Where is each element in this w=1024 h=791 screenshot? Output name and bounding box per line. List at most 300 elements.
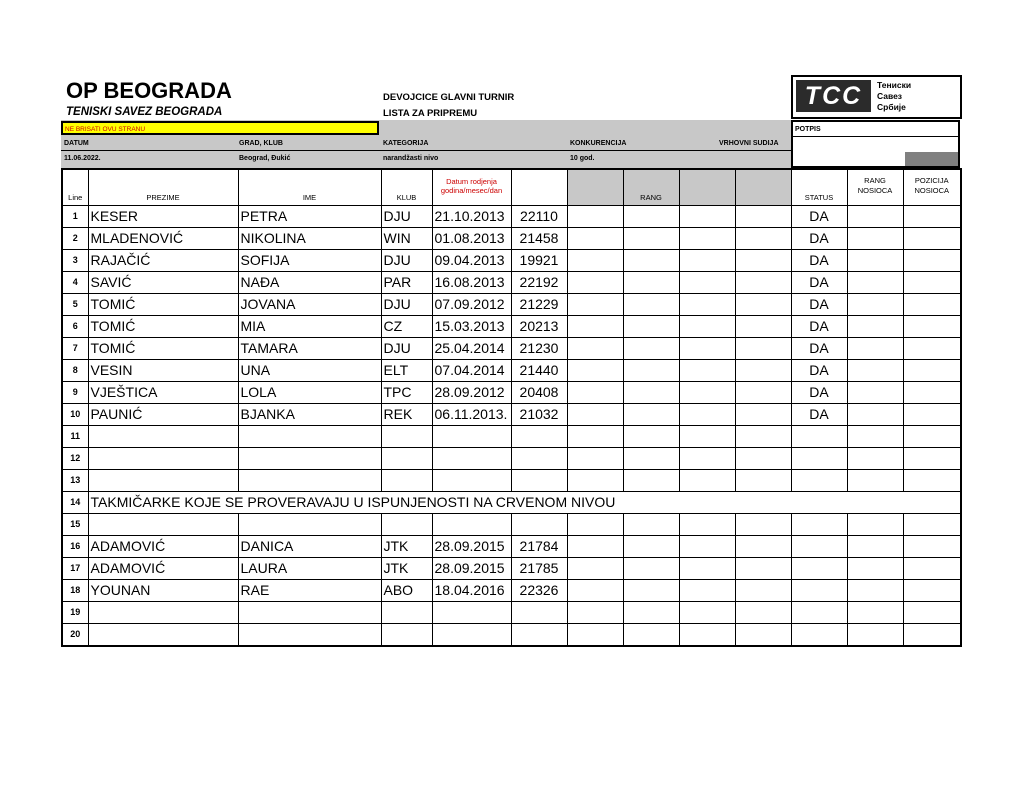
cell-empty [623,360,679,382]
cell-ime: BJANKA [238,404,381,426]
cell-ime: UNA [238,360,381,382]
cell-empty [847,602,903,624]
cell-empty [903,360,961,382]
cell-empty [735,228,791,250]
cell-empty [679,470,735,492]
cell-datum: 07.09.2012 [432,294,511,316]
cell-empty [679,228,735,250]
cell-empty [567,580,623,602]
cell-status: DA [791,382,847,404]
cell-line: 1 [62,206,88,228]
cell-ime [238,470,381,492]
cell-empty [567,602,623,624]
cell-empty [903,514,961,536]
cell-empty [567,338,623,360]
cell-ime: LOLA [238,382,381,404]
cell-broj: 21784 [511,536,567,558]
cell-broj: 20408 [511,382,567,404]
page-subtitle: TENISKI SAVEZ BEOGRADA [66,106,223,118]
cell-prezime: ADAMOVIĆ [88,536,238,558]
cell-line: 18 [62,580,88,602]
col-datum [432,169,511,206]
cell-empty [567,272,623,294]
cell-status [791,580,847,602]
cell-ime: NAĐA [238,272,381,294]
cell-empty [623,470,679,492]
cell-datum: 28.09.2015 [432,558,511,580]
cell-empty [735,536,791,558]
logo-abbr: TCC [796,80,871,112]
cell-empty [567,514,623,536]
table-row [62,382,961,404]
cell-empty [679,514,735,536]
cell-empty [735,360,791,382]
cell-empty [567,294,623,316]
cell-line: 5 [62,294,88,316]
cell-empty [903,470,961,492]
cell-status [791,448,847,470]
cell-datum: 18.04.2016 [432,580,511,602]
cell-note: TAKMIČARKE KOJE SE PROVERAVAJU U ISPUNJENOSTI NA CRVENOM NIVOU [88,492,961,514]
signature-box [791,120,960,168]
cell-status: DA [791,294,847,316]
table-row [62,624,961,647]
cell-empty [735,382,791,404]
cell-empty [847,338,903,360]
cell-empty [567,360,623,382]
cell-broj: 21458 [511,228,567,250]
cell-prezime: TOMIĆ [88,294,238,316]
cell-status: DA [791,316,847,338]
potpis-label: POTPIS [795,126,821,133]
cell-klub: JTK [381,558,432,580]
cell-status: DA [791,360,847,382]
label-datum: DATUM [64,140,89,147]
cell-broj [511,602,567,624]
warning-banner: NE BRISATI OVU STRANU [61,121,379,135]
cell-line: 3 [62,250,88,272]
cell-empty [735,514,791,536]
cell-ime: MIA [238,316,381,338]
table-row [62,470,961,492]
cell-empty [903,624,961,647]
cell-broj [511,470,567,492]
cell-ime: SOFIJA [238,250,381,272]
cell-empty [623,426,679,448]
cell-empty [735,250,791,272]
cell-prezime: VESIN [88,360,238,382]
cell-prezime: TOMIĆ [88,338,238,360]
cell-status [791,536,847,558]
cell-prezime: KESER [88,206,238,228]
cell-line: 12 [62,448,88,470]
cell-empty [679,448,735,470]
cell-empty [735,404,791,426]
label-vrhovni-sudija: VRHOVNI SUDIJA [719,140,779,147]
cell-empty [679,580,735,602]
page-title: OP BEOGRADA [66,78,232,103]
table-row [62,514,961,536]
cell-status: DA [791,228,847,250]
table-row [62,338,961,360]
col-broj [511,169,567,206]
cell-empty [623,338,679,360]
cell-empty [679,250,735,272]
cell-status [791,426,847,448]
cell-line: 14 [62,492,88,514]
cell-prezime: VJEŠTICA [88,382,238,404]
cell-broj: 22326 [511,580,567,602]
cell-status [791,558,847,580]
cell-empty [903,228,961,250]
event-name: DEVOJCICE GLAVNI TURNIR [383,92,515,103]
cell-empty [679,316,735,338]
cell-empty [735,624,791,647]
cell-empty [623,536,679,558]
cell-ime: TAMARA [238,338,381,360]
cell-empty [623,448,679,470]
col-rang-3 [679,169,735,206]
value-grad-klub: Beograd, Đukić [239,155,291,162]
cell-broj: 22192 [511,272,567,294]
cell-empty [567,558,623,580]
cell-empty [847,250,903,272]
cell-line: 11 [62,426,88,448]
list-type: LISTA ZA PRIPREMU [383,108,478,119]
cell-prezime: MLADENOVIĆ [88,228,238,250]
cell-ime: RAE [238,580,381,602]
cell-line: 13 [62,470,88,492]
cell-empty [679,558,735,580]
cell-line: 17 [62,558,88,580]
cell-status [791,514,847,536]
cell-empty [679,294,735,316]
cell-klub [381,624,432,647]
cell-empty [847,316,903,338]
cell-empty [903,250,961,272]
cell-prezime [88,624,238,647]
label-grad-klub: GRAD, KLUB [239,140,283,147]
cell-empty [679,404,735,426]
cell-empty [847,624,903,647]
cell-datum [432,426,511,448]
cell-broj: 21032 [511,404,567,426]
cell-prezime [88,602,238,624]
cell-empty [623,624,679,647]
cell-line: 19 [62,602,88,624]
cell-broj [511,448,567,470]
cell-line: 2 [62,228,88,250]
cell-status: DA [791,250,847,272]
cell-empty [847,470,903,492]
cell-ime [238,426,381,448]
cell-prezime: RAJAČIĆ [88,250,238,272]
col-rang-2: RANG [623,169,679,206]
table-row [62,404,961,426]
cell-empty [903,580,961,602]
cell-empty [735,426,791,448]
cell-empty [847,536,903,558]
cell-empty [623,294,679,316]
cell-empty [847,558,903,580]
cell-empty [623,404,679,426]
cell-empty [847,382,903,404]
table-row [62,294,961,316]
cell-empty [567,426,623,448]
cell-empty [735,448,791,470]
cell-datum [432,602,511,624]
cell-datum: 01.08.2013 [432,228,511,250]
cell-klub: DJU [381,206,432,228]
cell-klub: DJU [381,294,432,316]
cell-empty [903,558,961,580]
table-row [62,272,961,294]
cell-line: 20 [62,624,88,647]
cell-empty [735,316,791,338]
cell-klub [381,470,432,492]
table-header-row [62,169,961,206]
cell-broj [511,426,567,448]
value-konkurencija: 10 god. [570,155,595,162]
cell-line: 16 [62,536,88,558]
cell-empty [847,514,903,536]
signature-shade [905,152,958,166]
cell-empty [623,580,679,602]
cell-empty [623,228,679,250]
cell-empty [567,250,623,272]
cell-empty [735,470,791,492]
cell-ime [238,602,381,624]
cell-prezime: ADAMOVIĆ [88,558,238,580]
cell-prezime: SAVIĆ [88,272,238,294]
cell-broj: 21229 [511,294,567,316]
cell-empty [567,624,623,647]
cell-klub: ELT [381,360,432,382]
cell-datum: 09.04.2013 [432,250,511,272]
cell-empty [735,272,791,294]
cell-empty [679,382,735,404]
cell-empty [623,316,679,338]
logo-line: Тениски [877,80,912,90]
cell-empty [847,580,903,602]
cell-ime: LAURA [238,558,381,580]
cell-prezime [88,514,238,536]
cell-empty [903,426,961,448]
col-rang-nosioca [847,169,903,206]
cell-broj: 21440 [511,360,567,382]
cell-prezime [88,426,238,448]
cell-status: DA [791,404,847,426]
cell-empty [735,558,791,580]
col-pozicija-line2: NOSIOCA [914,186,950,195]
cell-empty [903,338,961,360]
cell-line: 4 [62,272,88,294]
cell-broj [511,514,567,536]
table-row [62,426,961,448]
col-datum-line2: godina/mesec/dan [440,186,503,195]
col-datum-line1: Datum rodjenja [446,177,497,186]
col-line: Line [62,169,88,206]
cell-klub: PAR [381,272,432,294]
cell-empty [903,206,961,228]
cell-prezime [88,448,238,470]
cell-empty [903,316,961,338]
cell-klub: DJU [381,338,432,360]
cell-broj: 22110 [511,206,567,228]
cell-status: DA [791,206,847,228]
label-kategorija: KATEGORIJA [383,140,429,147]
cell-datum [432,514,511,536]
logo-line: Савез [877,91,903,101]
table-row [62,602,961,624]
cell-empty [567,536,623,558]
table-row [62,316,961,338]
cell-empty [679,360,735,382]
cell-empty [567,228,623,250]
logo-line: Србије [877,102,906,112]
cell-ime: JOVANA [238,294,381,316]
cell-broj: 21785 [511,558,567,580]
cell-empty [679,536,735,558]
cell-empty [735,338,791,360]
federation-logo [791,75,962,119]
cell-empty [847,228,903,250]
cell-empty [567,470,623,492]
cell-empty [567,316,623,338]
cell-broj: 19921 [511,250,567,272]
cell-empty [679,426,735,448]
cell-klub [381,426,432,448]
cell-datum: 21.10.2013 [432,206,511,228]
cell-datum: 16.08.2013 [432,272,511,294]
cell-status [791,624,847,647]
table-row [62,228,961,250]
cell-empty [903,382,961,404]
col-rang-1 [567,169,623,206]
cell-empty [567,382,623,404]
cell-empty [847,360,903,382]
table-row [62,206,961,228]
cell-empty [679,272,735,294]
cell-ime: NIKOLINA [238,228,381,250]
logo-text [877,80,911,113]
cell-empty [847,272,903,294]
cell-empty [735,294,791,316]
cell-line: 10 [62,404,88,426]
cell-ime [238,448,381,470]
cell-datum [432,448,511,470]
cell-prezime [88,470,238,492]
cell-line: 15 [62,514,88,536]
cell-status [791,602,847,624]
cell-klub [381,602,432,624]
table-row [62,492,961,514]
cell-status: DA [791,272,847,294]
cell-line: 6 [62,316,88,338]
cell-empty [735,602,791,624]
cell-empty [679,206,735,228]
cell-ime: DANICA [238,536,381,558]
cell-empty [903,448,961,470]
col-prezime: PREZIME [88,169,238,206]
cell-empty [679,624,735,647]
cell-empty [903,272,961,294]
cell-klub: ABO [381,580,432,602]
cell-datum: 28.09.2012 [432,382,511,404]
cell-datum [432,470,511,492]
cell-empty [847,426,903,448]
cell-broj: 21230 [511,338,567,360]
cell-ime: PETRA [238,206,381,228]
cell-line: 8 [62,360,88,382]
cell-klub: TPC [381,382,432,404]
cell-broj [511,624,567,647]
cell-empty [903,404,961,426]
col-rang-4 [735,169,791,206]
cell-klub: CZ [381,316,432,338]
label-konkurencija: KONKURENCIJA [570,140,627,147]
table-row [62,360,961,382]
col-klub: KLUB [381,169,432,206]
cell-empty [847,206,903,228]
value-datum: 11.06.2022. [64,155,101,162]
cell-broj: 20213 [511,316,567,338]
cell-klub [381,514,432,536]
cell-empty [567,206,623,228]
cell-empty [623,272,679,294]
cell-empty [903,602,961,624]
cell-empty [679,602,735,624]
cell-empty [847,404,903,426]
cell-empty [623,382,679,404]
cell-prezime: YOUNAN [88,580,238,602]
col-status: STATUS [791,169,847,206]
cell-empty [679,338,735,360]
cell-empty [623,558,679,580]
col-pozicija-nosioca [903,169,961,206]
cell-datum: 15.03.2013 [432,316,511,338]
cell-line: 9 [62,382,88,404]
player-table [61,168,962,647]
table-row [62,536,961,558]
col-rang-nosioca-line2: NOSIOCA [857,186,893,195]
table-row [62,558,961,580]
cell-empty [567,448,623,470]
cell-status [791,470,847,492]
cell-empty [623,250,679,272]
cell-datum: 28.09.2015 [432,536,511,558]
cell-ime [238,514,381,536]
table-row [62,448,961,470]
table-row [62,580,961,602]
cell-datum: 25.04.2014 [432,338,511,360]
cell-empty [903,536,961,558]
col-rang-nosioca-line1: RANG [864,176,886,185]
table-row [62,250,961,272]
cell-prezime: TOMIĆ [88,316,238,338]
cell-datum [432,624,511,647]
col-pozicija-line1: POZICIJA [914,176,949,185]
cell-empty [903,294,961,316]
cell-klub: DJU [381,250,432,272]
cell-klub: REK [381,404,432,426]
value-kategorija: narandžasti nivo [383,155,439,162]
cell-line: 7 [62,338,88,360]
cell-datum: 07.04.2014 [432,360,511,382]
cell-prezime: PAUNIĆ [88,404,238,426]
cell-empty [623,206,679,228]
cell-klub: WIN [381,228,432,250]
